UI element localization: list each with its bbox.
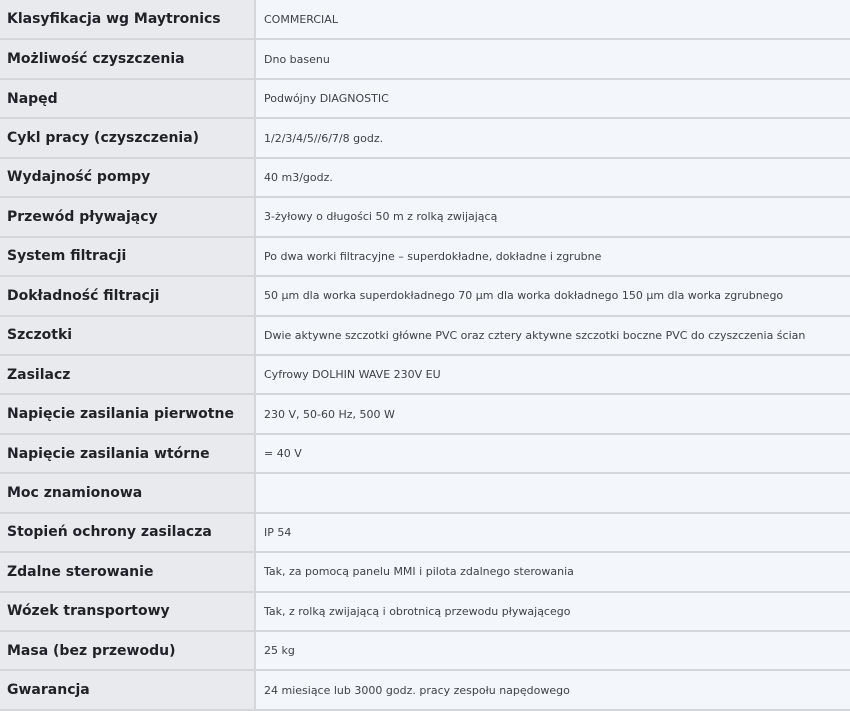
spec-label: Dokładność filtracji bbox=[0, 276, 255, 315]
spec-label: Zdalne sterowanie bbox=[0, 552, 255, 591]
spec-value: Podwójny DIAGNOSTIC bbox=[255, 79, 850, 118]
spec-row-transport-cart bbox=[0, 592, 850, 631]
spec-value bbox=[255, 473, 850, 512]
spec-row-cleaning-capability bbox=[0, 39, 850, 78]
spec-row-weight bbox=[0, 631, 850, 670]
spec-row-primary-voltage bbox=[0, 394, 850, 433]
spec-value: COMMERCIAL bbox=[255, 0, 850, 39]
spec-row-brushes bbox=[0, 316, 850, 355]
spec-row-remote-control bbox=[0, 552, 850, 591]
spec-row-power-supply bbox=[0, 355, 850, 394]
spec-label: Napięcie zasilania pierwotne bbox=[0, 394, 255, 433]
spec-label: Cykl pracy (czyszczenia) bbox=[0, 118, 255, 157]
spec-value: Dwie aktywne szczotki główne PVC oraz cztery aktywne szczotki boczne PVC do czyszczenia ścian bbox=[255, 316, 850, 355]
spec-label: Napięcie zasilania wtórne bbox=[0, 434, 255, 473]
spec-label: Szczotki bbox=[0, 316, 255, 355]
spec-value: 230 V, 50-60 Hz, 500 W bbox=[255, 394, 850, 433]
spec-row-rated-power bbox=[0, 473, 850, 512]
spec-row-secondary-voltage bbox=[0, 434, 850, 473]
spec-label: Przewód pływający bbox=[0, 197, 255, 236]
spec-label: Masa (bez przewodu) bbox=[0, 631, 255, 670]
spec-value: 25 kg bbox=[255, 631, 850, 670]
spec-label: Napęd bbox=[0, 79, 255, 118]
spec-label: Możliwość czyszczenia bbox=[0, 39, 255, 78]
spec-value: Po dwa worki filtracyjne – superdokładne, dokładne i zgrubne bbox=[255, 237, 850, 276]
spec-label: System filtracji bbox=[0, 237, 255, 276]
spec-label: Moc znamionowa bbox=[0, 473, 255, 512]
spec-label: Wydajność pompy bbox=[0, 158, 255, 197]
spec-value: IP 54 bbox=[255, 513, 850, 552]
spec-label: Stopień ochrony zasilacza bbox=[0, 513, 255, 552]
spec-value: Tak, za pomocą panelu MMI i pilota zdalnego sterowania bbox=[255, 552, 850, 591]
spec-value: 3-żyłowy o długości 50 m z rolką zwijającą bbox=[255, 197, 850, 236]
spec-value: 1/2/3/4/5//6/7/8 godz. bbox=[255, 118, 850, 157]
spec-value: Tak, z rolką zwijającą i obrotnicą przewodu pływającego bbox=[255, 592, 850, 631]
spec-value: = 40 V bbox=[255, 434, 850, 473]
spec-value: 24 miesiące lub 3000 godz. pracy zespołu napędowego bbox=[255, 670, 850, 709]
spec-label: Wózek transportowy bbox=[0, 592, 255, 631]
spec-value: 50 µm dla worka superdokładnego 70 µm dla worka dokładnego 150 µm dla worka zgrubnego bbox=[255, 276, 850, 315]
spec-value: Dno basenu bbox=[255, 39, 850, 78]
spec-row-protection-rating bbox=[0, 513, 850, 552]
spec-row-classification bbox=[0, 0, 850, 39]
spec-row-cleaning-cycle bbox=[0, 118, 850, 157]
spec-row-drive bbox=[0, 79, 850, 118]
spec-row-warranty bbox=[0, 670, 850, 709]
spec-row-pump-capacity bbox=[0, 158, 850, 197]
spec-value: Cyfrowy DOLHIN WAVE 230V EU bbox=[255, 355, 850, 394]
spec-row-floating-cable bbox=[0, 197, 850, 236]
spec-label: Klasyfikacja wg Maytronics bbox=[0, 0, 255, 39]
spec-row-filtration-accuracy bbox=[0, 276, 850, 315]
spec-row-filtration-system bbox=[0, 237, 850, 276]
spec-label: Zasilacz bbox=[0, 355, 255, 394]
spec-value: 40 m3/godz. bbox=[255, 158, 850, 197]
spec-label: Gwarancja bbox=[0, 670, 255, 709]
